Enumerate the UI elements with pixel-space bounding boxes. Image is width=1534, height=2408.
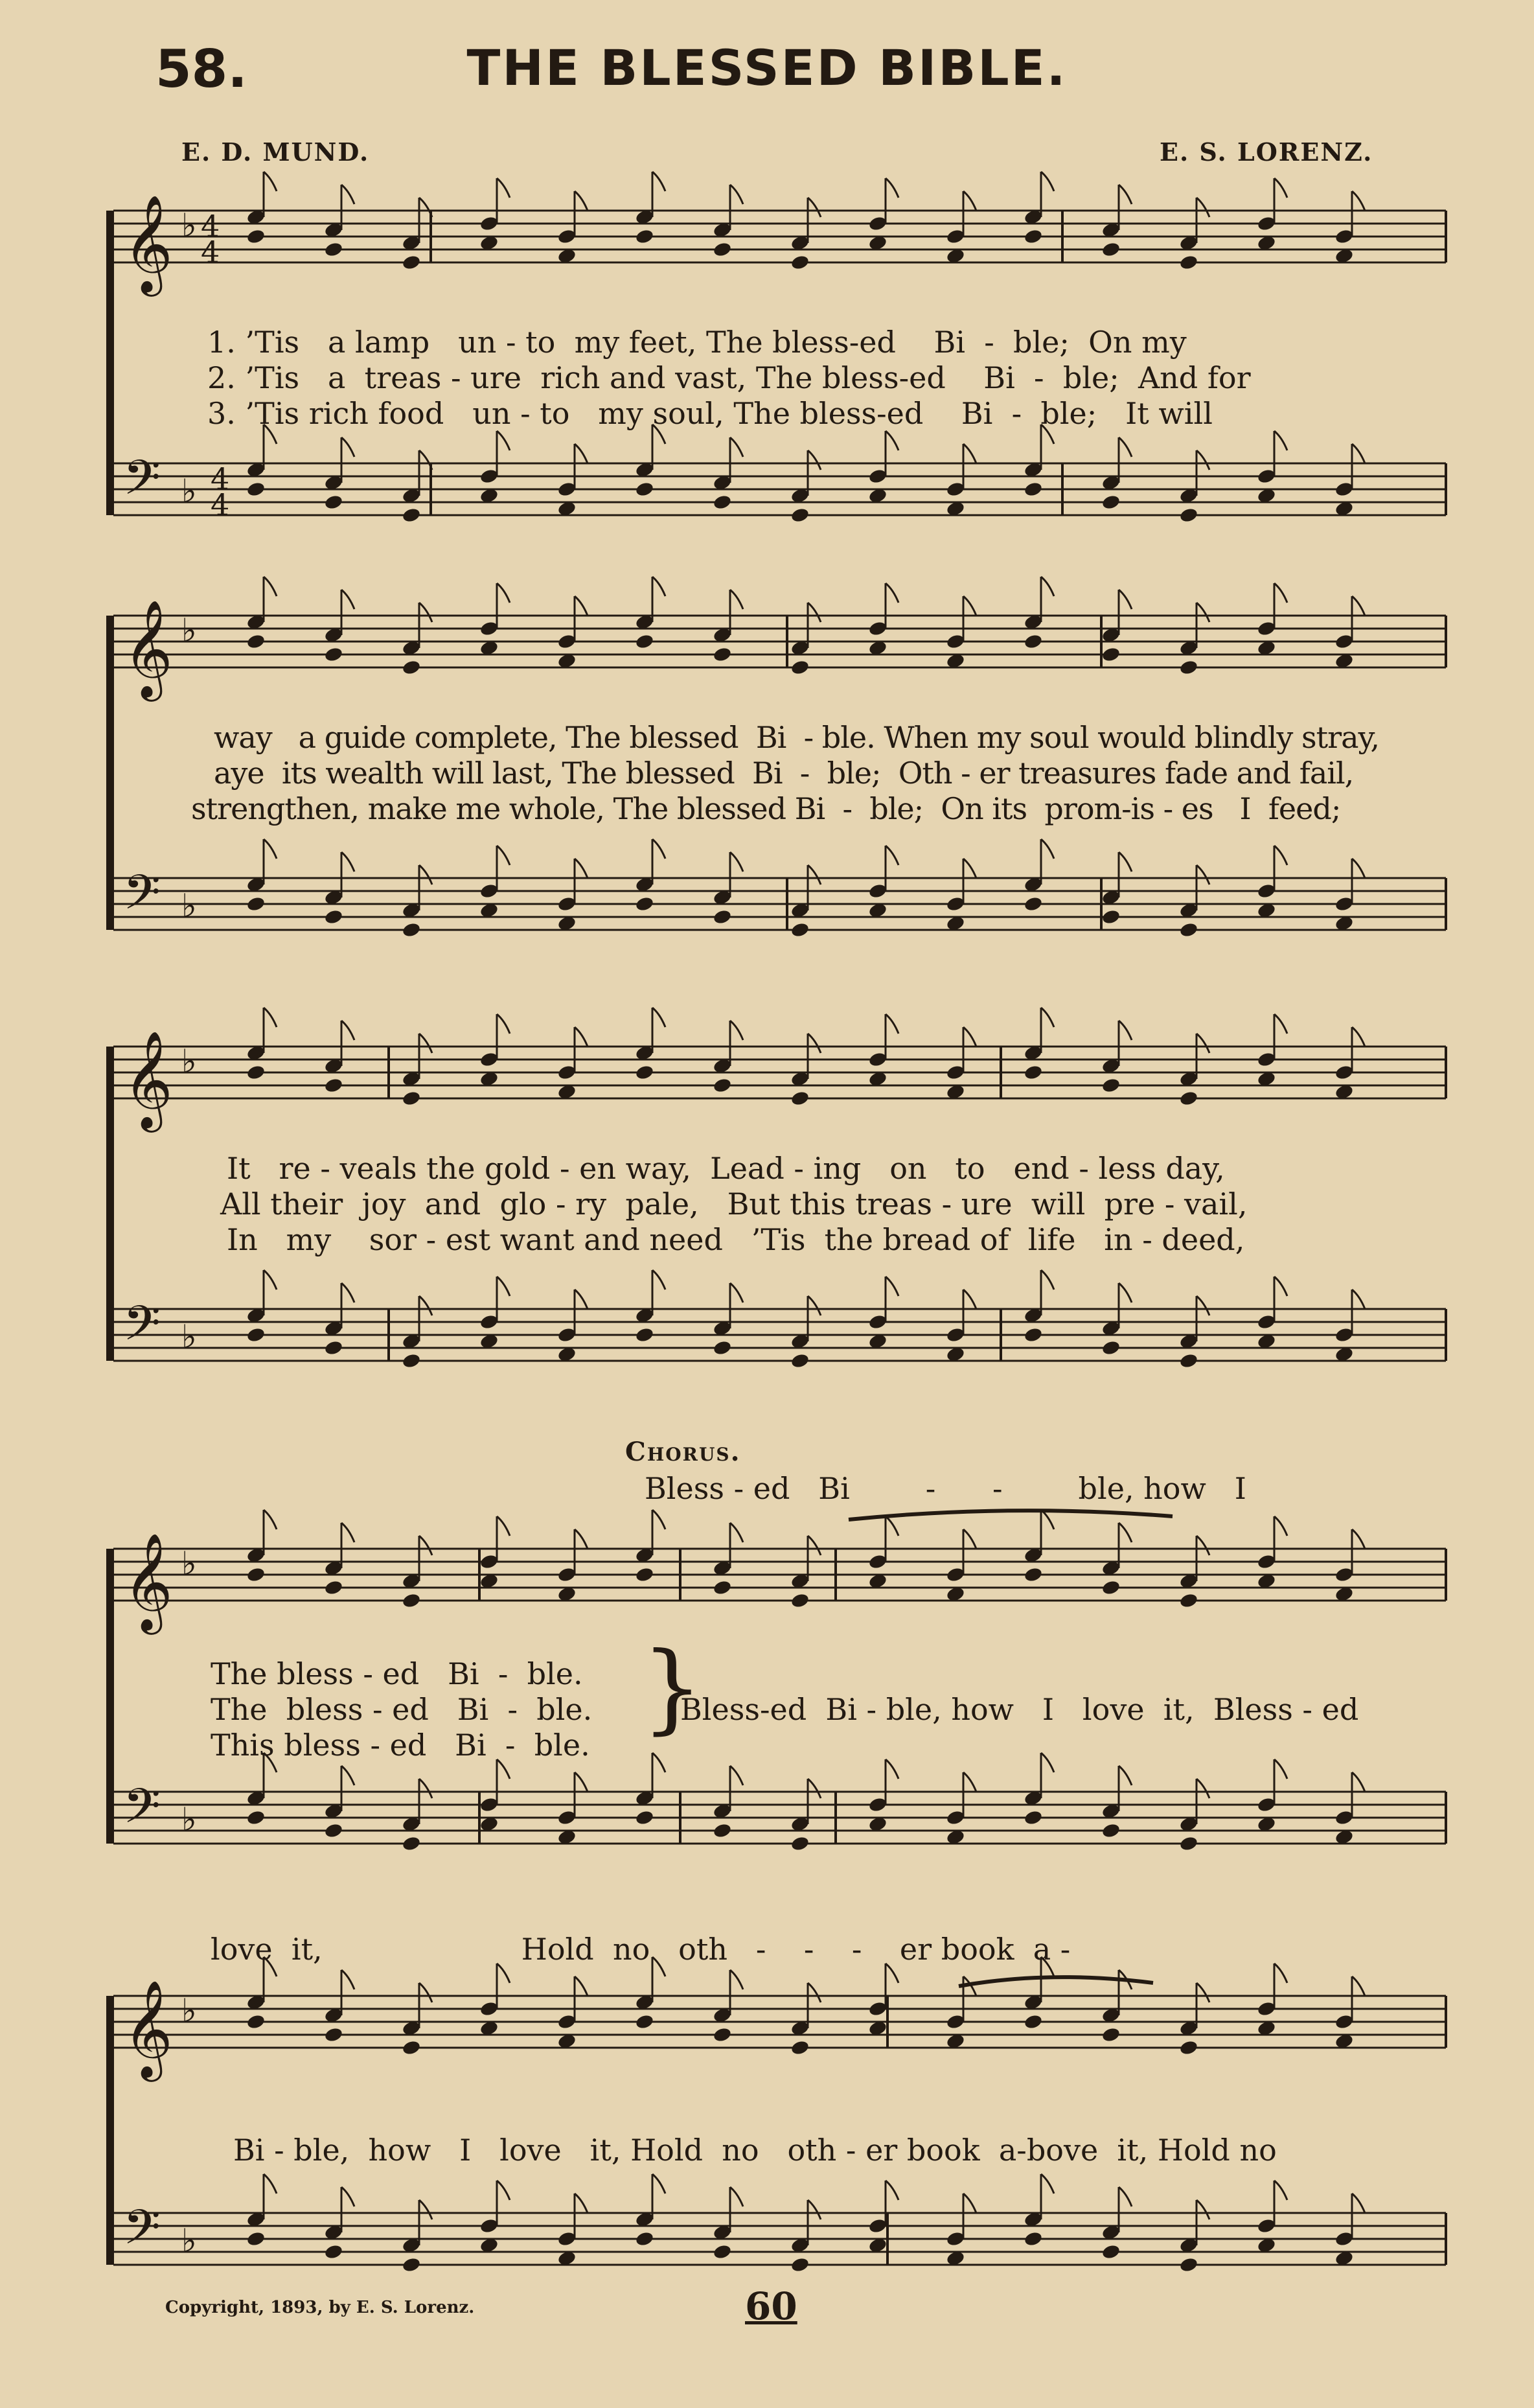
- bass-2-note-flag: [808, 865, 821, 885]
- chorus-slur: [849, 1511, 1173, 1520]
- bass-3-note-flag: [1352, 1290, 1365, 1309]
- treble-4-note-flag: [419, 1536, 432, 1555]
- bass-3-note-flag: [886, 1277, 899, 1296]
- bass-4-note-head: [246, 1809, 266, 1826]
- chorus-top-line: Bless - ed Bi - - ble, how I: [645, 1471, 1246, 1506]
- bass-4-note-flag: [419, 1779, 432, 1798]
- bass-1-note-flag: [730, 437, 743, 457]
- treble-4-note-head: [1179, 1592, 1199, 1609]
- bass-5-note-flag: [575, 2194, 588, 2213]
- bass-4-note-flag: [341, 1766, 354, 1785]
- bass-5-note-flag: [1041, 2174, 1054, 2194]
- treble-2-note-head: [324, 646, 344, 663]
- bass-2-note-flag: [497, 846, 510, 865]
- verse-3-line-3: In my sor - est want and need ’Tis the bread of life in - deed,: [227, 1222, 1245, 1257]
- treble-2-note-flag: [652, 577, 665, 596]
- bass-5-note-flag: [1352, 2194, 1365, 2213]
- treble-1-note-flag: [652, 172, 665, 191]
- treble-3-note-flag: [1119, 1021, 1132, 1040]
- treble-2-note-head: [1179, 659, 1199, 676]
- bass-2-note-flag: [575, 859, 588, 878]
- bass-3-note-head: [1179, 1352, 1199, 1369]
- verse-3-line-2: strengthen, make me whole, The blessed Bi - ble; On its prom-is - es I feed;: [191, 791, 1341, 826]
- verse-1-line-2: way a guide complete, The blessed Bi - ble. When my soul would blindly stray,: [214, 720, 1380, 755]
- verse-2-line-2: aye its wealth will last, The blessed Bi - ble; Oth - er treasures fade and fail,: [214, 756, 1354, 791]
- bass-4-note-flag: [575, 1772, 588, 1792]
- treble-1-note-head: [246, 228, 266, 245]
- bass-clef: 𝄢: [123, 1295, 161, 1363]
- composer-credit: E. S. LORENZ.: [1160, 137, 1373, 167]
- treble-1-note-flag: [808, 198, 821, 217]
- bass-2-note-flag: [341, 852, 354, 872]
- bass-5-note-head: [1179, 2256, 1199, 2273]
- treble-1-note-flag: [1041, 172, 1054, 191]
- bass-1-note-head: [713, 494, 733, 511]
- treble-4-note-flag: [264, 1510, 277, 1529]
- bass-2-note-head: [246, 896, 266, 912]
- treble-4-note-head: [635, 1566, 655, 1583]
- treble-clef: 𝄞: [123, 1979, 173, 2078]
- bass-2-note-head: [790, 921, 810, 938]
- bass-1-note-flag: [1196, 450, 1209, 470]
- treble-1-note-head: [790, 254, 810, 271]
- bass-clef: 𝄢: [123, 1778, 161, 1846]
- bass-1-note-head: [635, 481, 655, 498]
- treble-2-note-head: [1024, 633, 1044, 650]
- bass-5-note-head: [402, 2256, 422, 2273]
- key-flat: ♭: [181, 1318, 197, 1356]
- treble-1-note-flag: [963, 191, 976, 211]
- bass-2-note-flag: [1352, 859, 1365, 878]
- time-signature: 4: [201, 235, 220, 270]
- treble-5-note-flag: [1196, 1983, 1209, 2002]
- treble-1-note-head: [324, 241, 344, 258]
- treble-4-note-flag: [497, 1516, 510, 1536]
- treble-2-note-flag: [1119, 590, 1132, 609]
- bass-4-note-flag: [652, 1753, 665, 1772]
- treble-5-note-flag: [1352, 1976, 1365, 1996]
- bass-2-note-flag: [1196, 865, 1209, 885]
- lyricist-credit: E. D. MUND.: [181, 137, 370, 167]
- treble-4-note-flag: [963, 1529, 976, 1549]
- treble-2-note-flag: [808, 603, 821, 622]
- treble-4-note-head: [246, 1566, 266, 1583]
- treble-5-note-flag: [575, 1976, 588, 1996]
- treble-4-note-head: [324, 1579, 344, 1596]
- bass-5-note-flag: [652, 2174, 665, 2194]
- treble-2-note-flag: [1041, 577, 1054, 596]
- bass-5-note-head: [635, 2230, 655, 2247]
- bass-3-note-flag: [264, 1270, 277, 1290]
- treble-5-note-head: [790, 2039, 810, 2056]
- treble-3-note-flag: [1196, 1034, 1209, 1053]
- bass-1-note-flag: [1119, 437, 1132, 457]
- key-flat: ♭: [181, 1992, 197, 2030]
- bass-4-note-flag: [1352, 1772, 1365, 1792]
- treble-2-note-flag: [264, 577, 277, 596]
- treble-3-note-flag: [1274, 1014, 1287, 1034]
- treble-3-note-flag: [963, 1027, 976, 1047]
- bass-clef: 𝄢: [123, 2199, 161, 2267]
- treble-5-note-flag: [1274, 1963, 1287, 1983]
- treble-3-note-head: [713, 1077, 733, 1094]
- bass-5-note-flag: [963, 2194, 976, 2213]
- treble-1-note-flag: [497, 178, 510, 198]
- bass-3-note-head: [246, 1326, 266, 1343]
- treble-1-note-flag: [730, 185, 743, 204]
- treble-3-note-flag: [652, 1008, 665, 1027]
- chorus-right-line: Bless-ed Bi - ble, how I love it, Bless - ed: [680, 1692, 1359, 1727]
- bass-3-note-head: [790, 1352, 810, 1369]
- treble-1-note-flag: [1196, 198, 1209, 217]
- treble-4-note-head: [402, 1592, 422, 1609]
- treble-3-note-flag: [575, 1027, 588, 1047]
- bass-3-note-flag: [808, 1296, 821, 1315]
- bass-1-note-flag: [497, 431, 510, 450]
- bass-5-note-flag: [1196, 2200, 1209, 2219]
- treble-2-note-flag: [1352, 596, 1365, 616]
- bass-3-note-flag: [652, 1270, 665, 1290]
- treble-4-note-flag: [1196, 1536, 1209, 1555]
- bass-1-note-flag: [963, 444, 976, 463]
- bass-3-note-head: [324, 1339, 344, 1356]
- treble-1-note-head: [402, 254, 422, 271]
- treble-4-note-flag: [652, 1510, 665, 1529]
- treble-1-note-head: [635, 228, 655, 245]
- treble-3-note-flag: [730, 1021, 743, 1040]
- bass-4-note-flag: [1041, 1753, 1054, 1772]
- treble-4-note-flag: [1274, 1516, 1287, 1536]
- treble-2-note-flag: [497, 583, 510, 603]
- treble-1-note-flag: [886, 178, 899, 198]
- treble-3-note-head: [1024, 1064, 1044, 1081]
- treble-3-note-head: [635, 1064, 655, 1081]
- bass-1-note-head: [1024, 481, 1044, 498]
- key-flat: ♭: [181, 1801, 197, 1838]
- key-flat: ♭: [181, 472, 197, 510]
- treble-5-note-head: [1179, 2039, 1199, 2056]
- treble-1-note-flag: [1274, 178, 1287, 198]
- bass-4-note-head: [790, 1835, 810, 1852]
- chorus-left-line-3: This bless - ed Bi - ble.: [211, 1728, 590, 1763]
- bass-5-note-flag: [886, 2181, 899, 2200]
- bass-2-note-head: [713, 909, 733, 925]
- chorus-left-line-2: The bless - ed Bi - ble.: [211, 1692, 593, 1727]
- treble-1-note-flag: [264, 172, 277, 191]
- treble-1-note-flag: [341, 185, 354, 204]
- bass-2-note-head: [1101, 909, 1121, 925]
- treble-4-note-flag: [341, 1523, 354, 1542]
- bass-4-note-flag: [886, 1759, 899, 1779]
- treble-4-note-flag: [1041, 1510, 1054, 1529]
- treble-clef: 𝄞: [123, 599, 173, 697]
- bass-4-note-head: [1101, 1822, 1121, 1839]
- bass-3-note-flag: [1196, 1296, 1209, 1315]
- bass-3-note-flag: [497, 1277, 510, 1296]
- treble-clef: 𝄞: [123, 1532, 173, 1630]
- treble-5-note-flag: [730, 1970, 743, 1989]
- bass-5-note-flag: [419, 2200, 432, 2219]
- treble-1-note-head: [1179, 254, 1199, 271]
- bass-1-note-flag: [886, 431, 899, 450]
- treble-3-note-flag: [1041, 1008, 1054, 1027]
- key-flat: ♭: [181, 1043, 197, 1080]
- bass-3-note-flag: [1119, 1283, 1132, 1302]
- bass-2-note-flag: [886, 846, 899, 865]
- bass-1-note-flag: [808, 450, 821, 470]
- bass-2-note-head: [1024, 896, 1044, 912]
- treble-5-note-flag: [341, 1970, 354, 1989]
- treble-3-note-head: [246, 1064, 266, 1081]
- treble-3-note-head: [790, 1090, 810, 1107]
- bass-5-note-flag: [808, 2200, 821, 2219]
- treble-5-note-head: [402, 2039, 422, 2056]
- key-flat: ♭: [181, 2222, 197, 2260]
- treble-5-note-head: [635, 2013, 655, 2030]
- verse-2-line-1: 2. ’Tis a treas - ure rich and vast, The bless-ed Bi - ble; And for: [207, 360, 1251, 395]
- bass-2-note-flag: [730, 852, 743, 872]
- bass-2-note-flag: [1041, 839, 1054, 859]
- copyright-notice: Copyright, 1893, by E. S. Lorenz.: [165, 2298, 475, 2317]
- bass-2-note-head: [324, 909, 344, 925]
- bass-1-note-flag: [575, 444, 588, 463]
- bass-5-note-flag: [497, 2181, 510, 2200]
- treble-3-note-head: [1179, 1090, 1199, 1107]
- treble-5-note-head: [246, 2013, 266, 2030]
- bass-2-note-flag: [419, 865, 432, 885]
- treble-5-note-head: [1101, 2026, 1121, 2043]
- bass-3-note-flag: [730, 1283, 743, 1302]
- treble-clef: 𝄞: [123, 194, 173, 292]
- bass-5-note-head: [324, 2243, 344, 2260]
- treble-2-note-head: [1101, 646, 1121, 663]
- bass-4-note-flag: [1119, 1766, 1132, 1785]
- bass-2-note-head: [1179, 921, 1199, 938]
- bass-3-note-flag: [419, 1296, 432, 1315]
- treble-1-note-head: [1024, 228, 1044, 245]
- bass-4-note-flag: [1274, 1759, 1287, 1779]
- bass-5-note-head: [713, 2243, 733, 2260]
- treble-1-note-flag: [1119, 185, 1132, 204]
- bass-1-note-head: [1101, 494, 1121, 511]
- bass-5-note-head: [246, 2230, 266, 2247]
- treble-4-note-head: [1101, 1579, 1121, 1596]
- bass-2-note-flag: [652, 839, 665, 859]
- treble-2-note-flag: [419, 603, 432, 622]
- treble-3-note-flag: [419, 1034, 432, 1053]
- hymn-number: 58.: [155, 39, 247, 99]
- treble-2-note-head: [246, 633, 266, 650]
- bass-4-note-head: [1024, 1809, 1044, 1826]
- treble-3-note-flag: [886, 1014, 899, 1034]
- bass-4-note-head: [635, 1809, 655, 1826]
- bass-4-note-flag: [963, 1772, 976, 1792]
- bass-clef: 𝄢: [123, 864, 161, 932]
- treble-3-note-flag: [264, 1008, 277, 1027]
- treble-1-note-flag: [1352, 191, 1365, 211]
- treble-1-note-flag: [419, 198, 432, 217]
- bass-4-note-flag: [808, 1779, 821, 1798]
- time-signature: 4: [201, 209, 220, 244]
- bass-5-note-flag: [1274, 2181, 1287, 2200]
- treble-3-note-head: [1101, 1077, 1121, 1094]
- bass-2-note-flag: [1119, 852, 1132, 872]
- treble-2-note-flag: [1196, 603, 1209, 622]
- treble-4-note-head: [790, 1592, 810, 1609]
- bass-3-note-head: [635, 1326, 655, 1343]
- bass-1-note-head: [246, 481, 266, 498]
- bass-1-note-flag: [1352, 444, 1365, 463]
- treble-5-note-head: [1024, 2013, 1044, 2030]
- treble-2-note-flag: [575, 596, 588, 616]
- time-signature: 4: [211, 461, 230, 496]
- treble-5-note-head: [713, 2026, 733, 2043]
- verse-2-line-3: All their joy and glo - ry pale, But this treas - ure will pre - vail,: [220, 1187, 1248, 1221]
- bass-2-note-flag: [963, 859, 976, 878]
- bass-3-note-flag: [963, 1290, 976, 1309]
- treble-2-note-flag: [1274, 583, 1287, 603]
- system5-slur: [959, 1977, 1153, 1986]
- treble-4-note-head: [1024, 1566, 1044, 1583]
- treble-4-note-flag: [1119, 1523, 1132, 1542]
- hymn-title: THE BLESSED BIBLE.: [466, 39, 1068, 97]
- treble-2-note-head: [790, 659, 810, 676]
- bass-3-note-flag: [1274, 1277, 1287, 1296]
- treble-clef: 𝄞: [123, 1030, 173, 1128]
- time-signature: 4: [211, 487, 230, 522]
- verse-3-line-1: 3. ’Tis rich food un - to my soul, The bless-ed Bi - ble; It will: [207, 396, 1213, 431]
- bass-2-note-flag: [264, 839, 277, 859]
- bass-4-note-head: [402, 1835, 422, 1852]
- treble-4-note-flag: [886, 1516, 899, 1536]
- bass-2-note-head: [635, 896, 655, 912]
- bass-3-note-head: [1024, 1326, 1044, 1343]
- bass-4-note-flag: [1196, 1779, 1209, 1798]
- treble-4-note-flag: [575, 1529, 588, 1549]
- treble-1-note-head: [713, 241, 733, 258]
- bass-5-note-head: [790, 2256, 810, 2273]
- treble-4-note-flag: [730, 1523, 743, 1542]
- verse-1-line-1: 1. ’Tis a lamp un - to my feet, The bless-ed Bi - ble; On my: [207, 325, 1187, 360]
- bass-3-note-head: [402, 1352, 422, 1369]
- key-flat: ♭: [181, 887, 197, 925]
- key-flat: ♭: [181, 612, 197, 649]
- bass-3-note-flag: [341, 1283, 354, 1302]
- system5-top-line: love it, Hold no oth - - - er book a -: [211, 1932, 1071, 1967]
- bass-1-note-head: [1179, 507, 1199, 524]
- bass-4-note-head: [324, 1822, 344, 1839]
- bass-4-note-head: [713, 1822, 733, 1839]
- bass-1-note-flag: [419, 450, 432, 470]
- chorus-label: Chorus.: [625, 1437, 741, 1467]
- bass-1-note-flag: [341, 437, 354, 457]
- bass-5-note-head: [1101, 2243, 1121, 2260]
- treble-4-note-flag: [808, 1536, 821, 1555]
- bass-2-note-flag: [1274, 846, 1287, 865]
- treble-2-note-flag: [341, 590, 354, 609]
- bass-clef: 𝄢: [123, 450, 161, 518]
- treble-2-note-flag: [963, 596, 976, 616]
- bass-1-note-head: [324, 494, 344, 511]
- treble-5-note-flag: [808, 1983, 821, 2002]
- treble-4-note-head: [713, 1579, 733, 1596]
- key-flat: ♭: [181, 1545, 197, 1582]
- bass-1-note-flag: [1274, 431, 1287, 450]
- bass-5-note-head: [1024, 2230, 1044, 2247]
- treble-2-note-flag: [886, 583, 899, 603]
- treble-3-note-head: [402, 1090, 422, 1107]
- verse-1-line-3: It re - veals the gold - en way, Lead - ing on to end - less day,: [227, 1151, 1225, 1186]
- key-flat: ♭: [181, 207, 197, 244]
- treble-5-note-flag: [419, 1983, 432, 2002]
- treble-3-note-head: [324, 1077, 344, 1094]
- treble-1-note-flag: [575, 191, 588, 211]
- treble-3-note-flag: [341, 1021, 354, 1040]
- treble-2-note-head: [635, 633, 655, 650]
- bass-5-note-flag: [264, 2174, 277, 2194]
- bass-1-note-head: [790, 507, 810, 524]
- bass-3-note-flag: [1041, 1270, 1054, 1290]
- treble-1-note-head: [1101, 241, 1121, 258]
- treble-5-note-head: [324, 2026, 344, 2043]
- chorus-brace: }: [641, 1632, 704, 1744]
- treble-3-note-flag: [497, 1014, 510, 1034]
- treble-3-note-flag: [1352, 1027, 1365, 1047]
- treble-2-note-flag: [730, 590, 743, 609]
- chorus-left-line-1: The bless - ed Bi - ble.: [211, 1656, 583, 1691]
- system5-bottom-line: Bi - ble, how I love it, Hold no oth - er book a-bove it, Hold no: [233, 2133, 1277, 2168]
- treble-2-note-head: [402, 659, 422, 676]
- bass-3-note-head: [1101, 1339, 1121, 1356]
- bass-3-note-head: [713, 1339, 733, 1356]
- page-number: 60: [745, 2284, 797, 2328]
- bass-3-note-flag: [575, 1290, 588, 1309]
- bass-5-note-flag: [341, 2187, 354, 2206]
- bass-1-note-head: [402, 507, 422, 524]
- bass-5-note-flag: [730, 2187, 743, 2206]
- bass-4-note-head: [1179, 1835, 1199, 1852]
- bass-4-note-flag: [730, 1766, 743, 1785]
- treble-4-note-flag: [1352, 1529, 1365, 1549]
- treble-2-note-head: [713, 646, 733, 663]
- treble-3-note-flag: [808, 1034, 821, 1053]
- bass-5-note-flag: [1119, 2187, 1132, 2206]
- bass-2-note-head: [402, 921, 422, 938]
